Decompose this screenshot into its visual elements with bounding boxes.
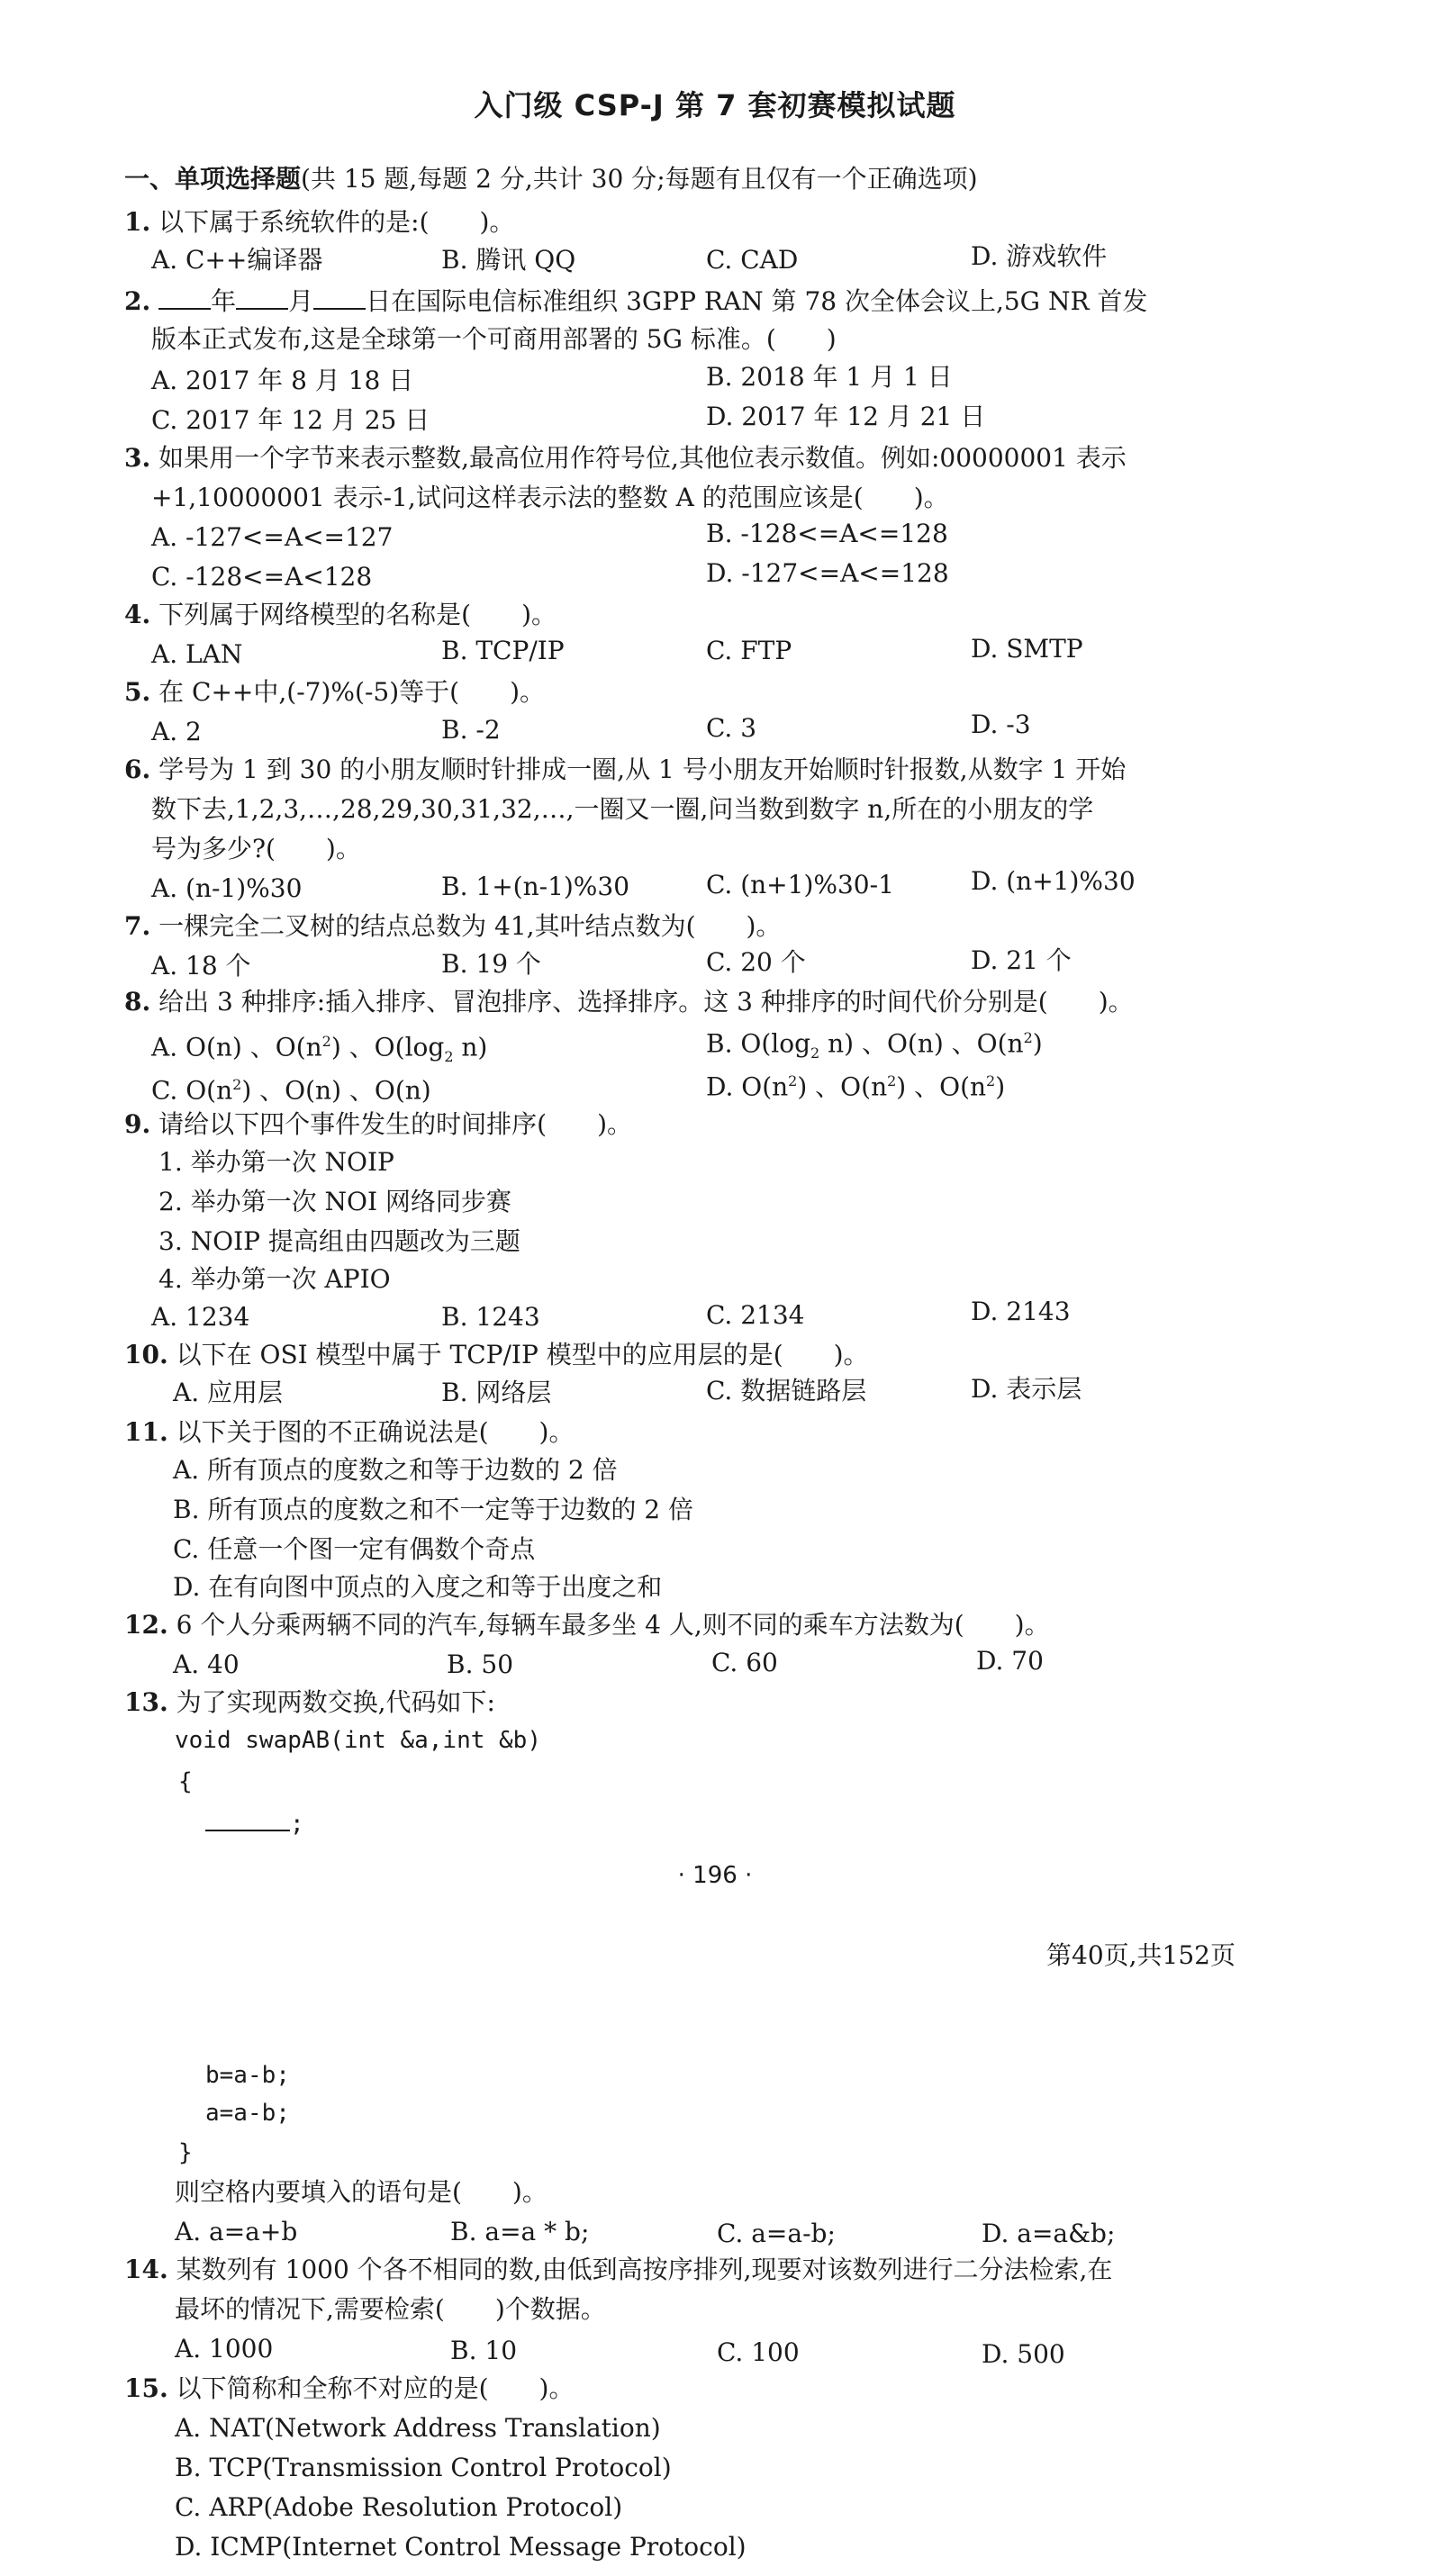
option-a: A. a=a+b xyxy=(175,2217,298,2246)
option-b: B. 腾讯 QQ xyxy=(441,245,576,275)
option-d: D. 游戏软件 xyxy=(971,241,1108,271)
page-number: · 196 · xyxy=(677,1862,753,1889)
code-line: a=a-b; xyxy=(205,2100,290,2127)
question-number: 6. xyxy=(124,755,151,784)
option-a: A. 18 个 xyxy=(151,951,251,981)
option-c: C. 任意一个图一定有偶数个奇点 xyxy=(173,1534,536,1564)
question-8 xyxy=(124,987,1134,1017)
option-d: D. -127<=A<=128 xyxy=(706,558,949,588)
question-text: 学号为 1 到 30 的小朋友顺时针排成一圈,从 1 号小朋友开始顺时针报数,从数字 1 开始 xyxy=(158,755,1127,784)
option-d: D. 21 个 xyxy=(971,945,1072,975)
option-c: C. a=a-b; xyxy=(717,2219,836,2248)
question-7 xyxy=(124,911,781,942)
option-d: D. 表示层 xyxy=(971,1374,1082,1404)
option-d: D. a=a&b; xyxy=(982,2219,1116,2248)
question-4 xyxy=(124,600,557,630)
option-b: B. 网络层 xyxy=(441,1378,552,1407)
question-text: 以下简称和全称不对应的是( )。 xyxy=(176,2373,575,2403)
option-a: A. 2 xyxy=(151,717,202,746)
option-d: D. (n+1)%30 xyxy=(971,866,1136,896)
question-text-line: 版本正式发布,这是全球第一个可商用部署的 5G 标准。( ) xyxy=(151,324,837,354)
text-segment: 日在国际电信标准组织 3GPP RAN 第 78 次全体会议上,5G NR 首发 xyxy=(366,286,1148,316)
question-text: 一棵完全二叉树的结点总数为 41,其叶结点数为( )。 xyxy=(158,911,782,941)
question-2 xyxy=(124,285,1147,317)
page-count: 第40页,共152页 xyxy=(1046,1940,1235,1970)
option-a: A. LAN xyxy=(151,639,243,669)
code-line: b=a-b; xyxy=(205,2062,290,2089)
question-text: 6 个人分乘两辆不同的汽车,每辆车最多坐 4 人,则不同的乘车方法数为( )。 xyxy=(176,1610,1050,1640)
option-b: B. TCP/IP xyxy=(441,636,565,665)
question-11 xyxy=(124,1417,574,1448)
option-d: D. 70 xyxy=(976,1646,1044,1676)
question-number: 11. xyxy=(124,1417,168,1447)
option-c: C. 2017 年 12 月 25 日 xyxy=(151,405,430,435)
option-b: B. -128<=A<=128 xyxy=(706,519,948,548)
option-b: B. TCP(Transmission Control Protocol) xyxy=(175,2453,672,2482)
option-c: C. 3 xyxy=(706,713,757,743)
code-line xyxy=(205,1806,304,1839)
question-15 xyxy=(124,2373,574,2404)
question-number: 7. xyxy=(124,911,151,941)
option-b: B. 1+(n-1)%30 xyxy=(441,872,630,901)
question-number: 5. xyxy=(124,677,151,707)
question-number: 10. xyxy=(124,1340,168,1369)
question-text: 以下关于图的不正确说法是( )。 xyxy=(176,1417,575,1447)
question-number: 14. xyxy=(124,2255,168,2284)
option-b: B. 1243 xyxy=(441,1302,540,1332)
question-number: 8. xyxy=(124,987,151,1017)
list-item: 2. 举办第一次 NOI 网络同步赛 xyxy=(158,1187,511,1216)
question-text-line: +1,10000001 表示-1,试问这样表示法的整数 A 的范围应该是( )。 xyxy=(151,483,949,512)
option-c: C. 20 个 xyxy=(706,947,806,977)
option-d: D. -3 xyxy=(971,710,1031,739)
question-number: 13. xyxy=(124,1687,168,1717)
question-1 xyxy=(124,207,514,238)
option-c: C. ARP(Adobe Resolution Protocol) xyxy=(175,2492,623,2522)
question-text-line: 数下去,1,2,3,…,28,29,30,31,32,…,一圈又一圈,问当数到数字 n,所在的小朋友的学 xyxy=(151,794,1094,824)
list-item: 4. 举办第一次 APIO xyxy=(158,1264,391,1294)
question-text: 在 C++中,(-7)%(-5)等于( )。 xyxy=(158,677,545,707)
question-3 xyxy=(124,443,1127,474)
option-c: C. $O(n^2)$ 、O(n) 、O(n) xyxy=(151,1075,431,1106)
option-a: A. (n-1)%30 xyxy=(151,873,303,903)
code-line: { xyxy=(178,1768,193,1795)
option-d: D. SMTP xyxy=(971,634,1083,664)
section-heading-note: (共 15 题,每题 2 分,共计 30 分;每题有且仅有一个正确选项) xyxy=(301,164,978,194)
option-a: A. 1234 xyxy=(151,1302,250,1332)
question-12 xyxy=(124,1610,1050,1641)
option-d: D. $O(n^2)$ 、$O(n^2)$ 、$O(n^2)$ xyxy=(706,1071,1006,1102)
question-number: 3. xyxy=(124,443,151,473)
question-number: 9. xyxy=(124,1109,151,1139)
code-line: } xyxy=(178,2139,193,2166)
question-13 xyxy=(124,1687,495,1718)
option-a: A. O(n) 、$O(n^2)$ 、$O(\log_2$ n) xyxy=(151,1032,488,1065)
option-a: A. C++编译器 xyxy=(151,245,323,275)
question-text: 某数列有 1000 个各不相同的数,由低到高按序排列,现要对该数列进行二分法检索,在 xyxy=(176,2255,1113,2284)
code-line: void swapAB(int &a,int &b) xyxy=(175,1727,541,1754)
question-text: 如果用一个字节来表示整数,最高位用作符号位,其他位表示数值。例如:00000001 表示 xyxy=(158,443,1127,473)
question-number: 4. xyxy=(124,600,151,629)
question-14 xyxy=(124,2255,1112,2285)
option-c: C. 数据链路层 xyxy=(706,1376,867,1406)
question-number: 12. xyxy=(124,1610,168,1640)
question-number: 2. xyxy=(124,286,151,316)
answer-blank xyxy=(313,285,366,310)
option-d: D. ICMP(Internet Control Message Protocol) xyxy=(175,2532,747,2562)
question-10 xyxy=(124,1340,869,1370)
option-c: C. CAD xyxy=(706,245,799,275)
question-text: 下列属于网络模型的名称是( )。 xyxy=(158,600,557,629)
question-9 xyxy=(124,1109,632,1140)
answer-blank xyxy=(236,285,288,310)
question-text: 以下属于系统软件的是:( )。 xyxy=(158,207,515,237)
page-title: 入门级 CSP-J 第 7 套初赛模拟试题 xyxy=(474,88,956,122)
option-d: D. 2143 xyxy=(971,1297,1071,1326)
question-text-line: 号为多少?( )。 xyxy=(151,834,361,863)
option-b: B. -2 xyxy=(441,715,501,745)
question-6 xyxy=(124,755,1126,785)
list-item: 1. 举办第一次 NOIP xyxy=(158,1147,394,1177)
option-a: A. -127<=A<=127 xyxy=(151,522,394,552)
option-c: C. 100 xyxy=(717,2337,800,2367)
list-item: 3. NOIP 提高组由四题改为三题 xyxy=(158,1226,520,1256)
option-a: A. NAT(Network Address Translation) xyxy=(175,2413,661,2443)
question-text-line: 最坏的情况下,需要检索( )个数据。 xyxy=(175,2294,606,2324)
option-b: B. a=a * b; xyxy=(450,2217,590,2246)
option-a: A. 应用层 xyxy=(173,1378,284,1407)
option-b: B. 2018 年 1 月 1 日 xyxy=(706,362,953,392)
option-c: C. FTP xyxy=(706,636,792,665)
section-heading xyxy=(124,164,978,194)
option-a: A. 2017 年 8 月 18 日 xyxy=(151,366,414,395)
option-c: C. -128<=A<128 xyxy=(151,562,373,592)
question-text: 以下在 OSI 模型中属于 TCP/IP 模型中的应用层的是( )。 xyxy=(176,1340,869,1369)
text-segment: 年 xyxy=(211,286,237,316)
option-d: D. 500 xyxy=(982,2339,1065,2369)
question-text: 请给以下四个事件发生的时间排序( )。 xyxy=(158,1109,632,1139)
option-d: D. 2017 年 12 月 21 日 xyxy=(706,402,986,431)
question-text: 给出 3 种排序:插入排序、冒泡排序、选择排序。这 3 种排序的时间代价分别是( )。 xyxy=(158,987,1134,1017)
question-text: 为了实现两数交换,代码如下: xyxy=(176,1687,495,1717)
text-segment: 月 xyxy=(288,286,314,316)
option-b: B. 所有顶点的度数之和不一定等于边数的 2 倍 xyxy=(173,1495,693,1524)
option-b: B. 10 xyxy=(450,2336,518,2365)
option-b: B. 50 xyxy=(447,1650,514,1679)
option-c: C. 60 xyxy=(711,1648,778,1677)
code-text: ; xyxy=(290,1811,304,1838)
option-c: C. 2134 xyxy=(706,1300,805,1330)
question-text-line: 则空格内要填入的语句是( )。 xyxy=(175,2177,548,2207)
answer-blank xyxy=(158,285,211,310)
option-a: A. 40 xyxy=(173,1650,240,1679)
option-d: D. 在有向图中顶点的入度之和等于出度之和 xyxy=(173,1572,663,1602)
option-a: A. 所有顶点的度数之和等于边数的 2 倍 xyxy=(173,1455,618,1485)
question-number: 15. xyxy=(124,2373,168,2403)
option-b: B. 19 个 xyxy=(441,949,541,979)
question-number: 1. xyxy=(124,207,151,237)
section-heading-label: 一、单项选择题 xyxy=(124,164,302,194)
question-5 xyxy=(124,677,545,708)
option-c: C. (n+1)%30-1 xyxy=(706,870,894,899)
answer-blank xyxy=(205,1806,290,1831)
option-a: A. 1000 xyxy=(175,2334,274,2364)
option-b: B. $O(\log_2$ n) 、O(n) 、$O(n^2)$ xyxy=(706,1028,1043,1062)
